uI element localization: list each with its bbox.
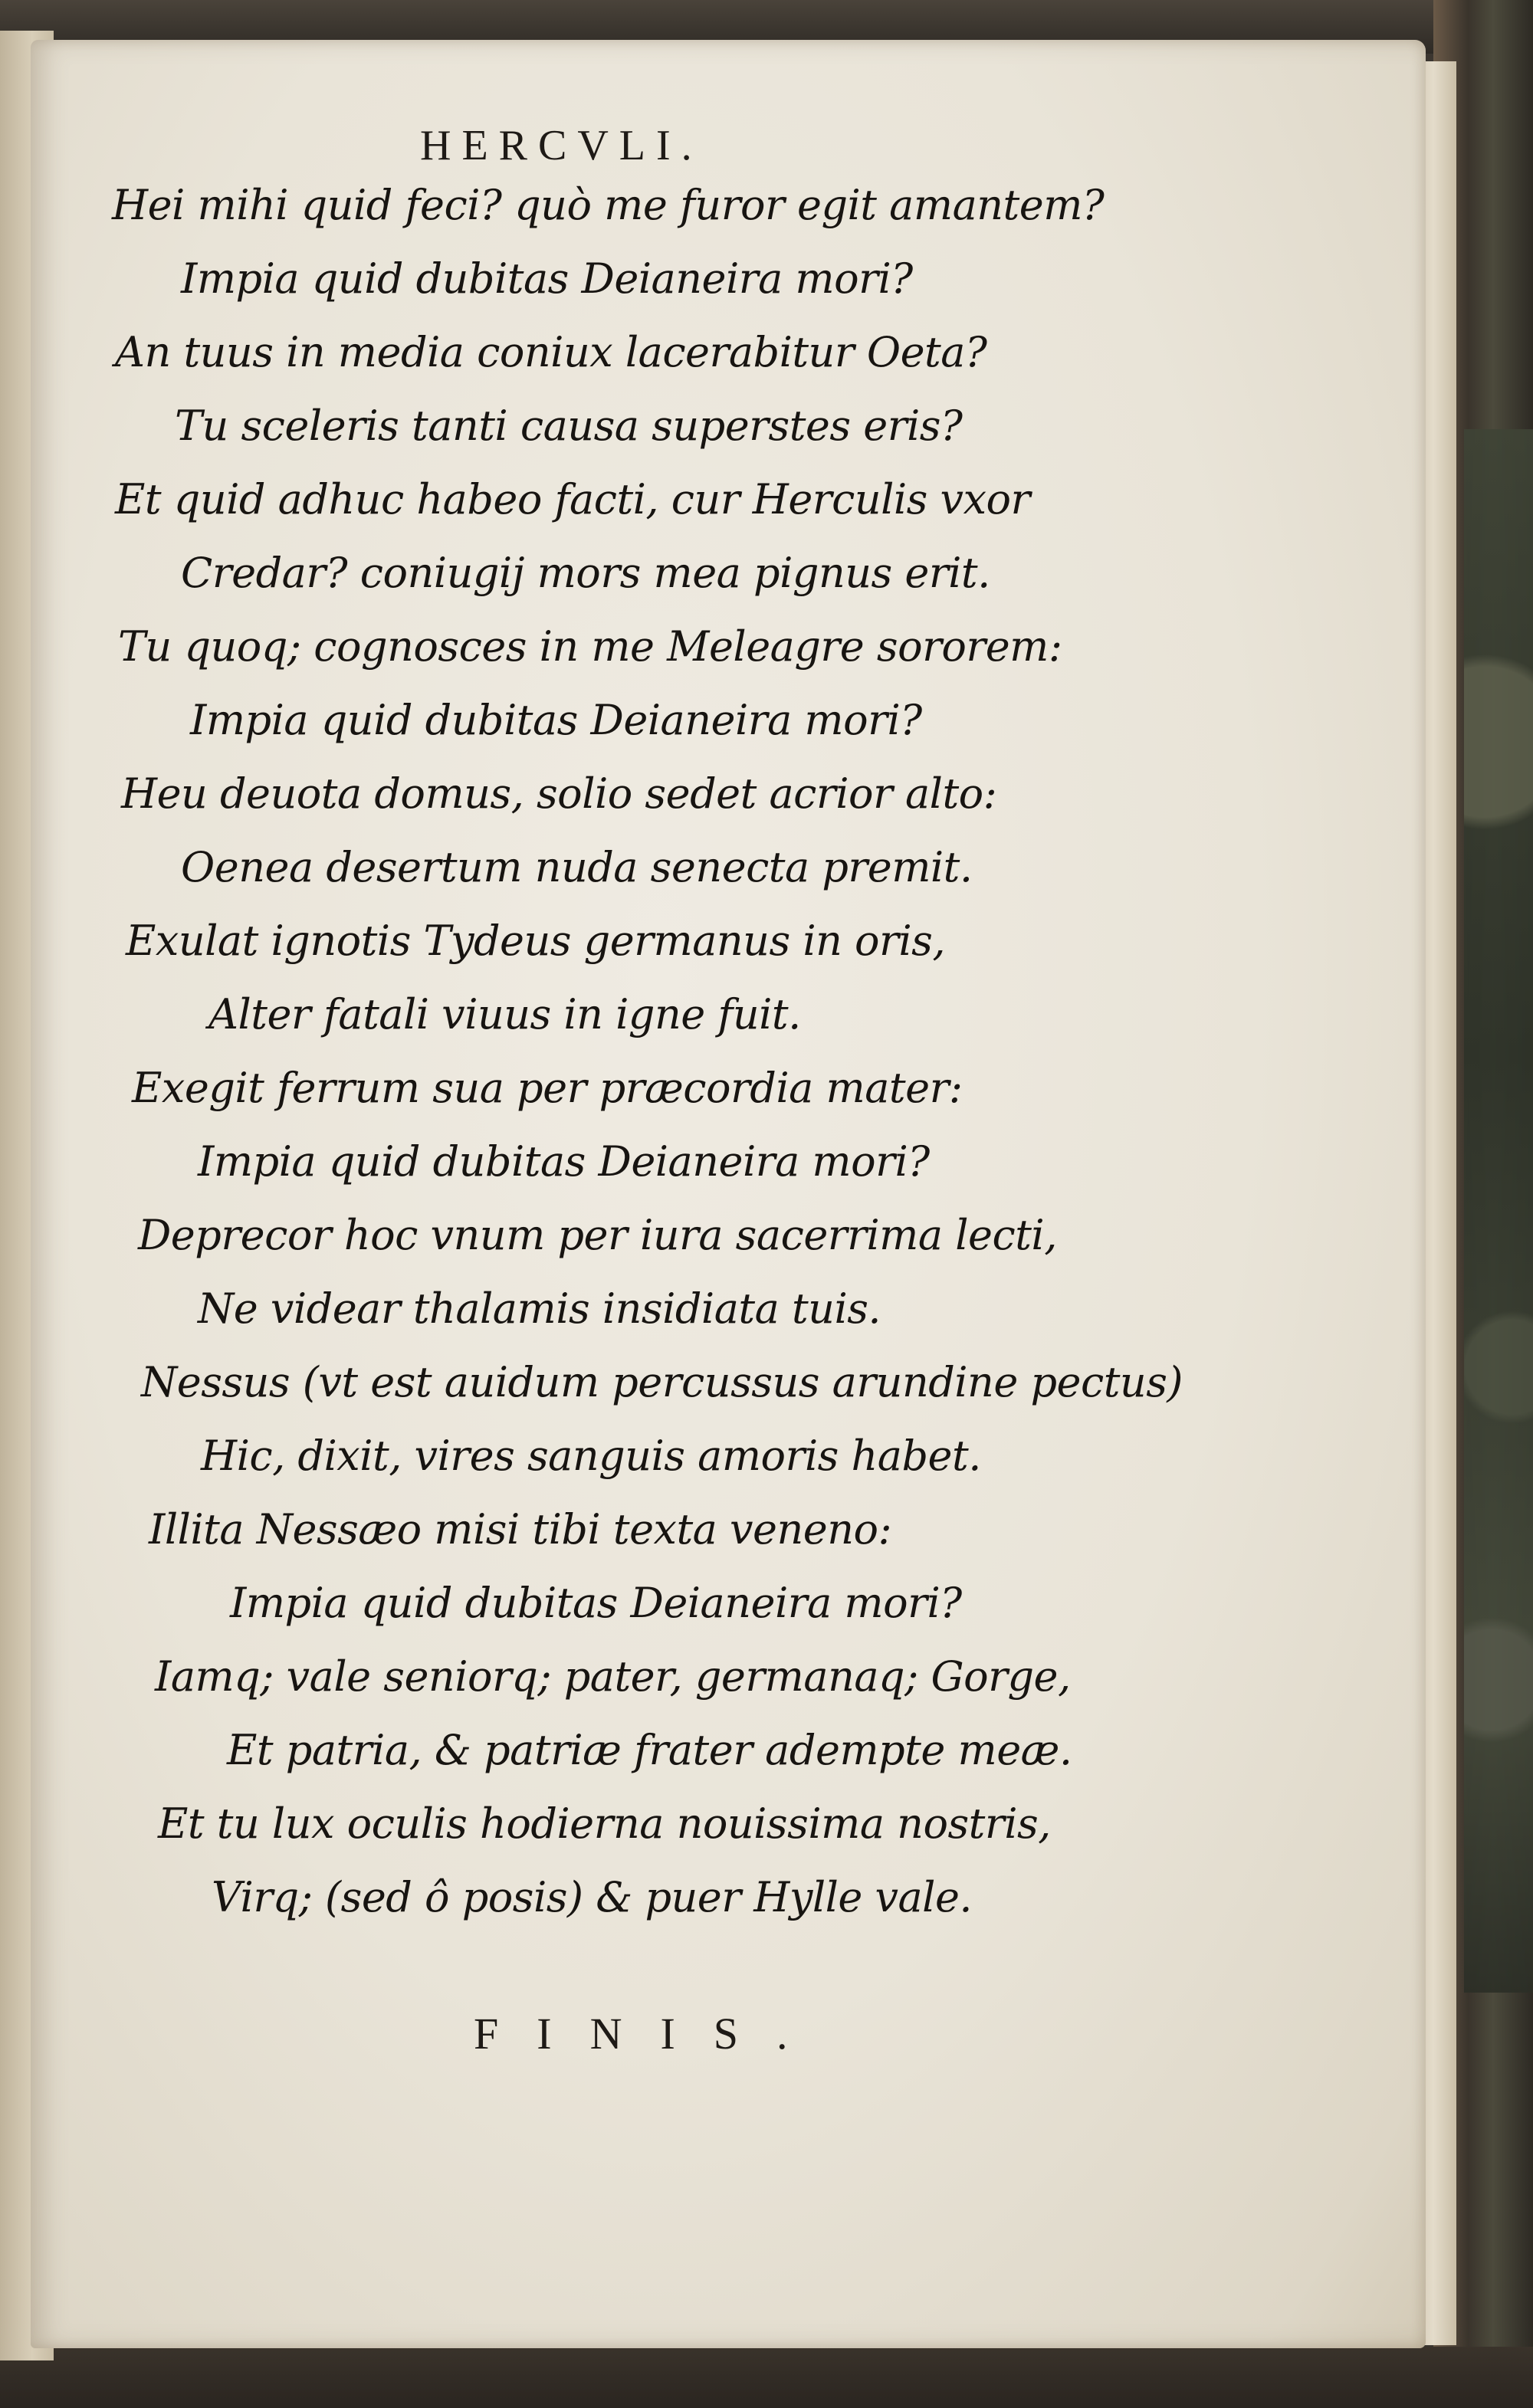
verse-line: Deprecor hoc vnum per iura sacerrima lecti, — [138, 1211, 1057, 1259]
verse-line: Exegit ferrum sua per præcordia mater: — [132, 1064, 963, 1112]
finis-colophon: FINIS. — [474, 2009, 826, 2059]
verse-line: Illita Nessæo misi tibi texta veneno: — [149, 1505, 892, 1553]
verse-line: Et tu lux oculis hodierna nouissima nostris, — [158, 1799, 1051, 1848]
verse-line: Tu quoq; cognosces in me Meleagre sororem: — [118, 622, 1062, 671]
verse-line: Et patria, & patriæ frater adempte meæ. — [227, 1726, 1072, 1774]
book-board-bottom — [0, 2347, 1533, 2408]
verse-line: Nessus (vt est auidum percussus arundine pectus) — [141, 1358, 1183, 1406]
verse-line: Tu sceleris tanti causa superstes eris? — [175, 402, 963, 450]
verse-line: Hei mihi quid feci? quò me furor egit amantem? — [112, 181, 1105, 229]
verse-line: Et quid adhuc habeo facti, cur Herculis vxor — [115, 475, 1030, 523]
verse-line: Alter fatali viuus in igne fuit. — [208, 990, 801, 1038]
running-head: HERCVLI. — [420, 122, 703, 169]
verse-line: An tuus in media coniux lacerabitur Oeta? — [115, 328, 987, 376]
book-page — [31, 40, 1426, 2348]
marbled-cover — [1464, 429, 1533, 1993]
verse-line: Hic, dixit, vires sanguis amoris habet. — [201, 1432, 981, 1480]
verse-line: Exulat ignotis Tydeus germanus in oris, — [126, 917, 946, 965]
verse-line: Iamq; vale seniorq; pater, germanaq; Gorge, — [155, 1652, 1071, 1701]
verse-line: Impia quid dubitas Deianeira mori? — [181, 254, 913, 303]
verse-line: Impia quid dubitas Deianeira mori? — [198, 1137, 930, 1186]
verse-line: Impia quid dubitas Deianeira mori? — [230, 1579, 962, 1627]
verse-line: Virq; (sed ô posis) & puer Hylle vale. — [212, 1873, 973, 1921]
verse-line: Oenea desertum nuda senecta premit. — [181, 843, 973, 891]
verse-line: Ne videar thalamis insidiata tuis. — [198, 1284, 881, 1333]
verse-line: Impia quid dubitas Deianeira mori? — [190, 696, 922, 744]
verse-line: Credar? coniugij mors mea pignus erit. — [181, 549, 990, 597]
verse-line: Heu deuota domus, solio sedet acrior alto: — [121, 769, 997, 818]
